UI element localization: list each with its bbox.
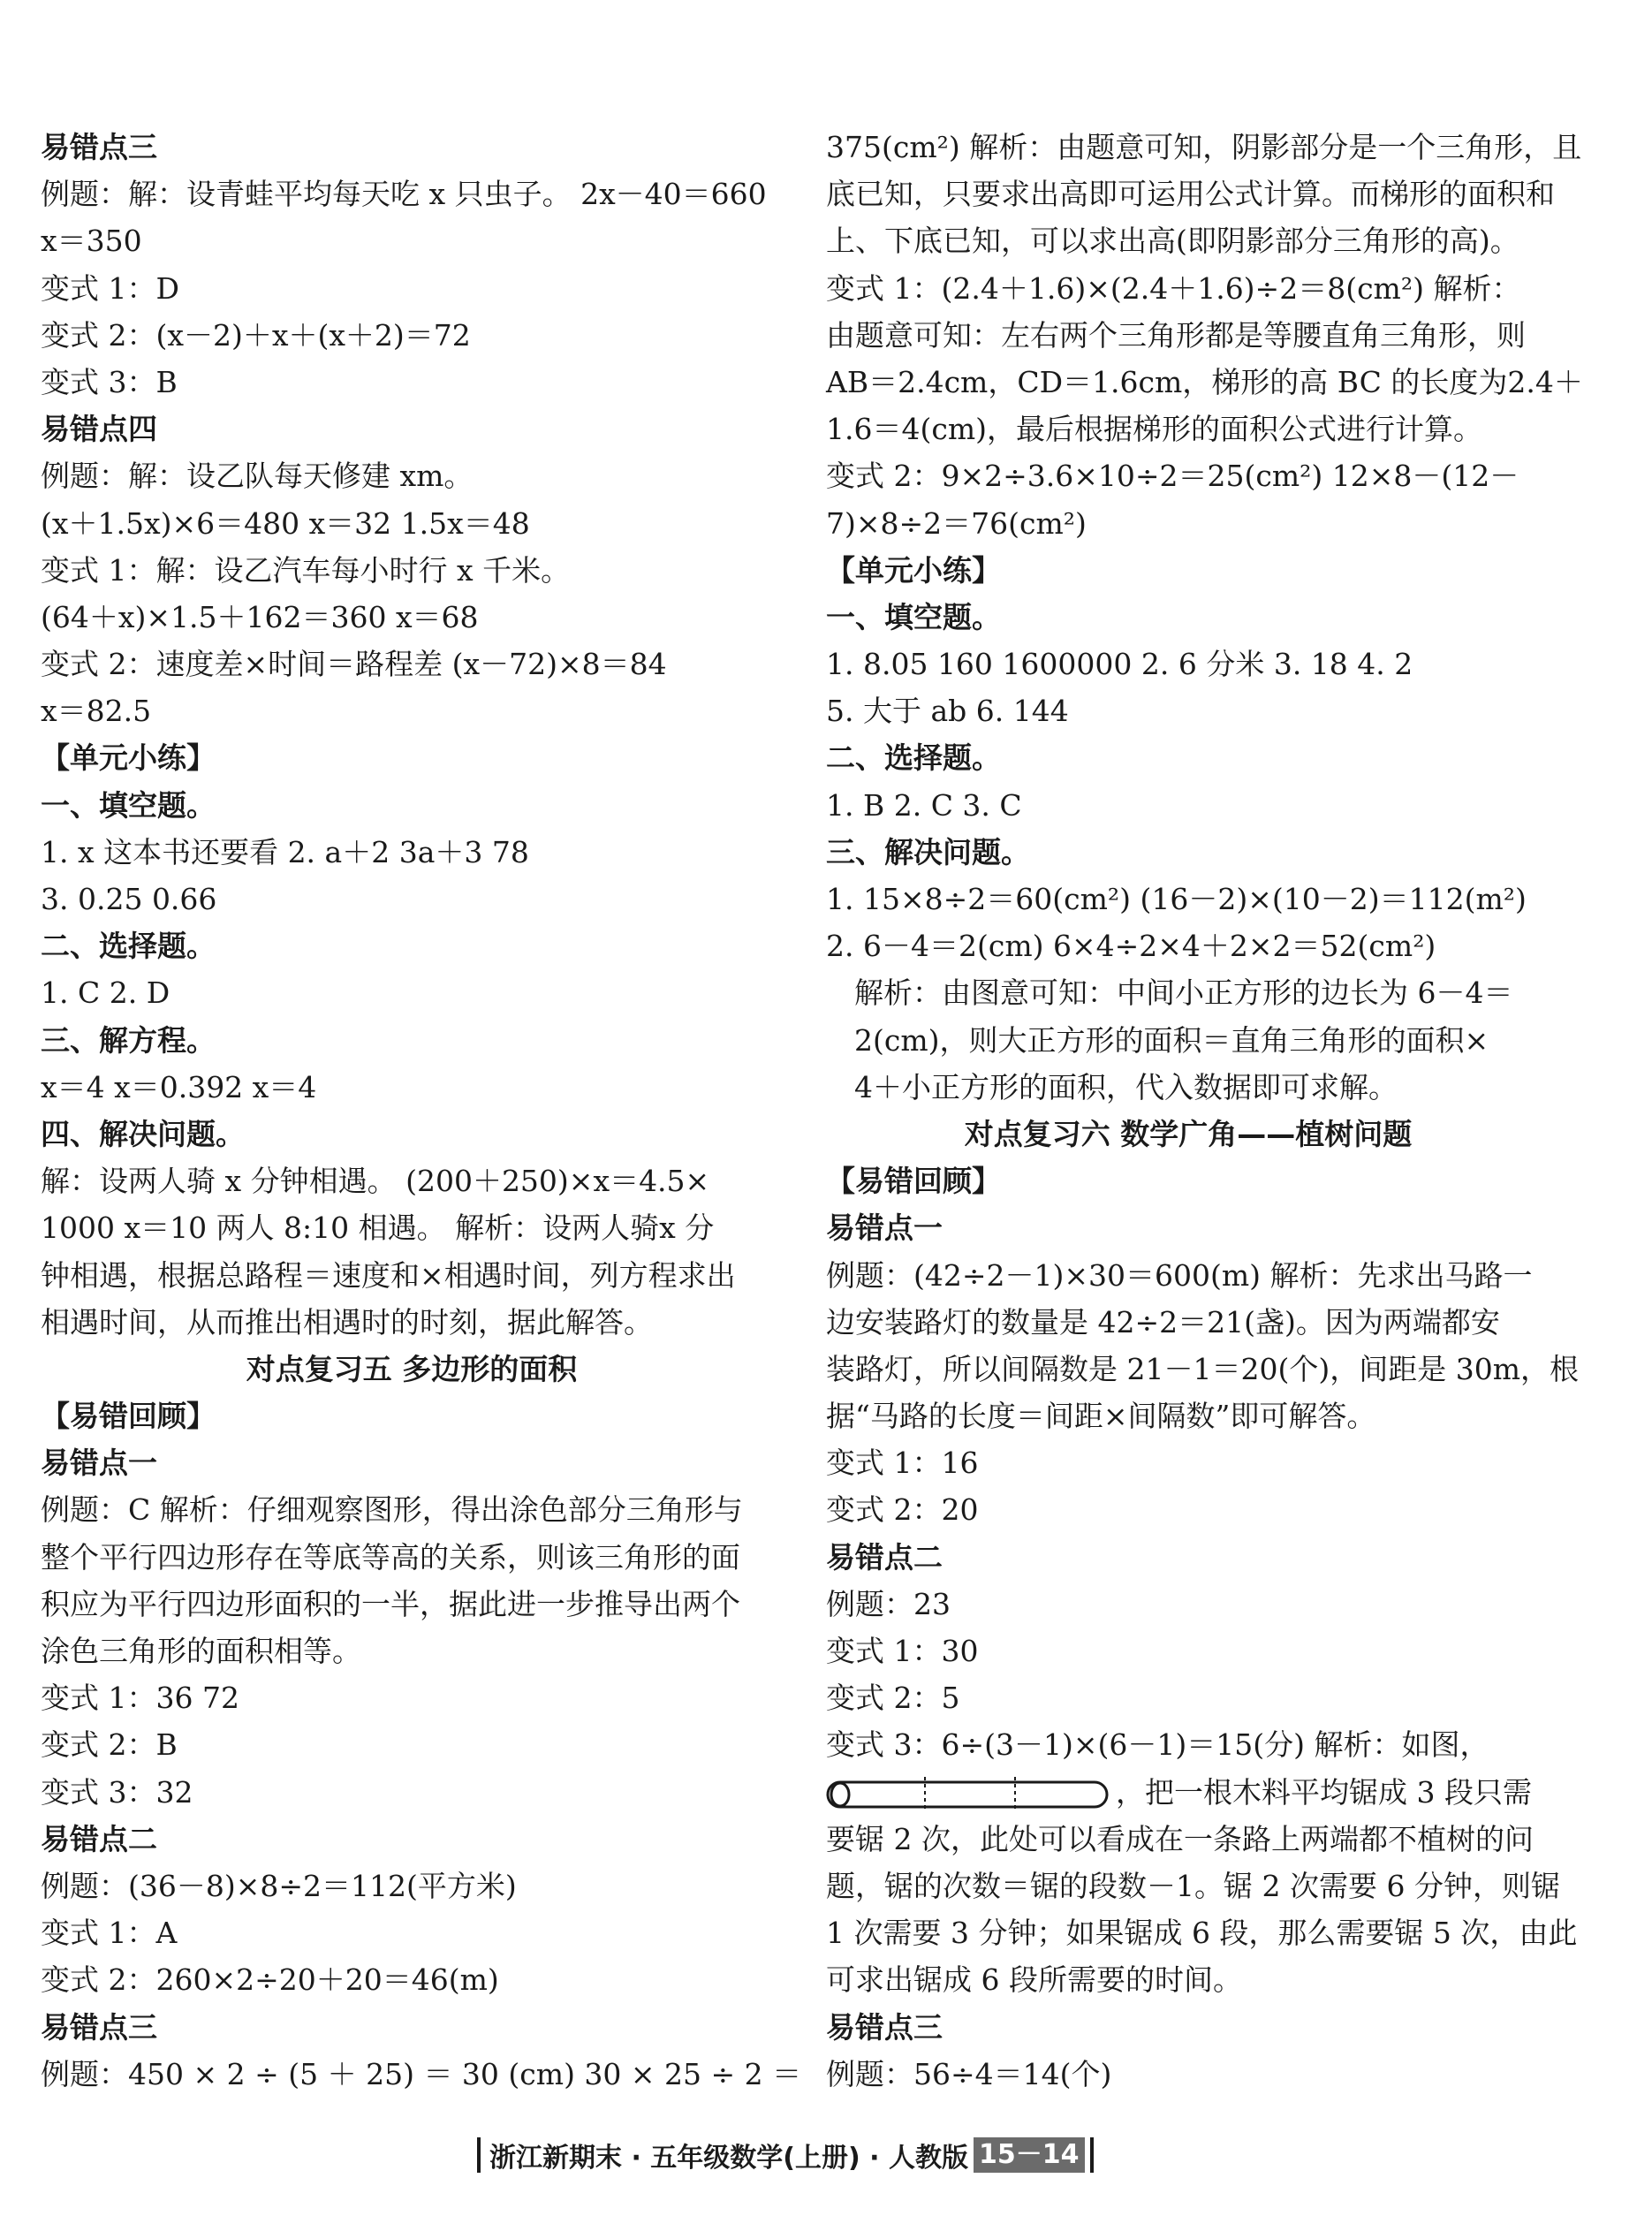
right-line-text: ，把一根木料平均锯成 3 段只需: [1116, 1774, 1532, 1810]
left-line: 易错点四: [41, 412, 157, 447]
left-line: 变式 2：B: [41, 1727, 178, 1763]
right-column: [826, 124, 1583, 2098]
left-line: x＝82.5: [41, 694, 152, 729]
right-line: 边安装路灯的数量是 42÷2＝21(盏)。因为两端都安: [826, 1304, 1500, 1339]
left-line: 钟相遇，根据总路程＝速度和×相遇时间，列方程求出: [41, 1257, 736, 1293]
right-line: 底已知，只要求出高即可运用公式计算。而梯形的面积和: [826, 177, 1555, 212]
left-line: 易错点一: [41, 1446, 157, 1481]
right-line: 题，锯的次数＝锯的段数－1。锯 2 次需要 6 分钟，则锯: [826, 1868, 1560, 1903]
left-line: 三、解方程。: [41, 1022, 216, 1058]
left-line: 对点复习五 多边形的面积: [246, 1351, 578, 1386]
right-line: 【单元小练】: [826, 552, 1001, 588]
right-line: 变式 1：30: [826, 1634, 979, 1668]
left-line: 变式 2：(x－2)＋x＋(x＋2)＝72: [41, 317, 471, 353]
left-line: 易错点三: [41, 130, 157, 164]
left-line: 例题：(36－8)×8÷2＝112(平方米): [41, 1868, 517, 1903]
page-number: 15－14: [974, 2137, 1085, 2173]
left-line: 变式 1：解：设乙汽车每小时行 x 千米。: [41, 552, 571, 588]
left-line: 例题：解：设乙队每天修建 xm。: [41, 459, 474, 494]
left-line: 变式 3：32: [41, 1774, 193, 1810]
right-line: [826, 1769, 1550, 1816]
right-line: 7)×8÷2＝76(cm²): [826, 505, 1087, 541]
right-line: 要锯 2 次，此处可以看成在一条路上两端都不植树的问: [826, 1821, 1534, 1856]
left-line: 变式 2：260×2÷20＋20＝46(m): [41, 1962, 499, 1998]
right-line: 375(cm²) 解析：由题意可知，阴影部分是一个三角形，且: [826, 130, 1582, 164]
right-line: AB＝2.4cm，CD＝1.6cm，梯形的高 BC 的长度为2.4＋: [826, 364, 1583, 399]
right-line: 2(cm)，则大正方形的面积＝直角三角形的面积×: [854, 1022, 1489, 1058]
right-line: 1.6＝4(cm)，最后根据梯形的面积公式进行计算。: [826, 412, 1482, 447]
left-line: 二、选择题。: [41, 929, 216, 964]
left-line: 【易错回顾】: [41, 1399, 216, 1434]
left-line: 四、解决问题。: [41, 1116, 245, 1151]
right-line: 对点复习六 数学广角——植树问题: [964, 1116, 1413, 1151]
left-line: 【单元小练】: [41, 740, 216, 776]
left-line: 例题：解：设青蛙平均每天吃 x 只虫子。 2x－40＝660: [41, 177, 767, 212]
page-footer: [477, 2135, 1094, 2175]
left-line: 变式 3：B: [41, 364, 178, 399]
right-line: 变式 2：5: [826, 1681, 960, 1716]
right-line: 变式 2：9×2÷3.6×10÷2＝25(cm²) 12×8－(12－: [826, 459, 1519, 494]
left-line: x＝350: [41, 224, 142, 259]
left-line: 一、填空题。: [41, 787, 216, 823]
left-line: 变式 1：36 72: [41, 1681, 239, 1716]
left-line: 1000 x＝10 两人 8:10 相遇。 解析：设两人骑x 分: [41, 1210, 715, 1246]
left-line: 变式 1：D: [41, 270, 179, 306]
right-line: 例题：56÷4＝14(个): [826, 2056, 1112, 2091]
right-line: 4＋小正方形的面积，代入数据即可求解。: [854, 1069, 1398, 1104]
right-line: 易错点二: [826, 1539, 943, 1575]
footer-edge: [1090, 2137, 1094, 2173]
right-line: 上、下底已知，可以求出高(即阴影部分三角形的高)。: [826, 224, 1519, 259]
right-line: 一、填空题。: [826, 599, 1001, 634]
right-line: 变式 3：6÷(3－1)×(6－1)＝15(分) 解析：如图，: [826, 1727, 1489, 1763]
right-line: 1. B 2. C 3. C: [826, 787, 1022, 823]
right-line: 1. 15×8÷2＝60(cm²) (16－2)×(10－2)＝112(m²): [826, 882, 1527, 916]
left-line: 例题：C 解析：仔细观察图形，得出涂色部分三角形与: [41, 1492, 743, 1528]
right-line: 1. 8.05 160 1600000 2. 6 分米 3. 18 4. 2: [826, 647, 1413, 682]
left-line: (x＋1.5x)×6＝480 x＝32 1.5x＝48: [41, 505, 530, 541]
right-line: 三、解决问题。: [826, 834, 1030, 869]
left-line: x＝4 x＝0.392 x＝4: [41, 1069, 317, 1104]
left-line: (64＋x)×1.5＋162＝360 x＝68: [41, 599, 479, 634]
footer-title: 浙江新期末 · 五年级数学(上册) · 人教版: [489, 2143, 968, 2174]
left-line: 变式 2：速度差×时间＝路程差 (x－72)×8＝84: [41, 647, 667, 682]
left-column: [41, 124, 802, 2098]
right-line: 二、选择题。: [826, 740, 1001, 776]
footer-bar: [477, 2137, 481, 2173]
right-line: 易错点三: [826, 2009, 943, 2045]
right-line: 据“马路的长度＝间距×间隔数”即可解答。: [826, 1399, 1376, 1434]
right-line: 2. 6－4＝2(cm) 6×4÷2×4＋2×2＝52(cm²): [826, 929, 1436, 964]
right-line: 由题意可知：左右两个三角形都是等腰直角三角形，则: [826, 317, 1526, 353]
wood-log-diagram: [826, 1777, 1109, 1812]
left-line: 积应为平行四边形面积的一半，据此进一步推导出两个: [41, 1586, 740, 1621]
left-line: 例题：450 × 2 ÷ (5 ＋ 25) ＝ 30 (cm) 30 × 25 ÷ 2 ＝: [41, 2056, 802, 2091]
right-line: 1 次需要 3 分钟；如果锯成 6 段，那么需要锯 5 次，由此: [826, 1916, 1578, 1951]
right-line: 例题：23: [826, 1586, 951, 1621]
left-line: 解：设两人骑 x 分钟相遇。 (200＋250)×x＝4.5×: [41, 1164, 710, 1199]
right-line: 5. 大于 ab 6. 144: [826, 694, 1069, 729]
right-line: 易错点一: [826, 1210, 943, 1246]
left-line: 整个平行四边形存在等底等高的关系，则该三角形的面: [41, 1539, 740, 1575]
left-line: 变式 1：A: [41, 1916, 178, 1951]
right-line: 【易错回顾】: [826, 1164, 1001, 1199]
right-line: 变式 1：(2.4＋1.6)×(2.4＋1.6)÷2＝8(cm²) 解析：: [826, 270, 1521, 306]
left-line: 相遇时间，从而推出相遇时的时刻，据此解答。: [41, 1304, 653, 1339]
right-line: 可求出锯成 6 段所需要的时间。: [826, 1962, 1242, 1998]
left-line: 涂色三角形的面积相等。: [41, 1634, 361, 1668]
left-line: 3. 0.25 0.66: [41, 882, 217, 916]
right-line: 变式 1：16: [826, 1446, 979, 1481]
right-line: 装路灯，所以间隔数是 21－1＝20(个)，间距是 30m，根: [826, 1351, 1579, 1386]
left-line: 易错点二: [41, 1821, 157, 1856]
right-line: 变式 2：20: [826, 1492, 979, 1528]
right-line: 解析：由图意可知：中间小正方形的边长为 6－4＝: [854, 975, 1513, 1011]
left-line: 1. C 2. D: [41, 975, 171, 1011]
left-line: 易错点三: [41, 2009, 157, 2045]
left-line: 1. x 这本书还要看 2. a＋2 3a＋3 78: [41, 834, 529, 869]
right-line: 例题：(42÷2－1)×30＝600(m) 解析：先求出马路一: [826, 1257, 1533, 1293]
